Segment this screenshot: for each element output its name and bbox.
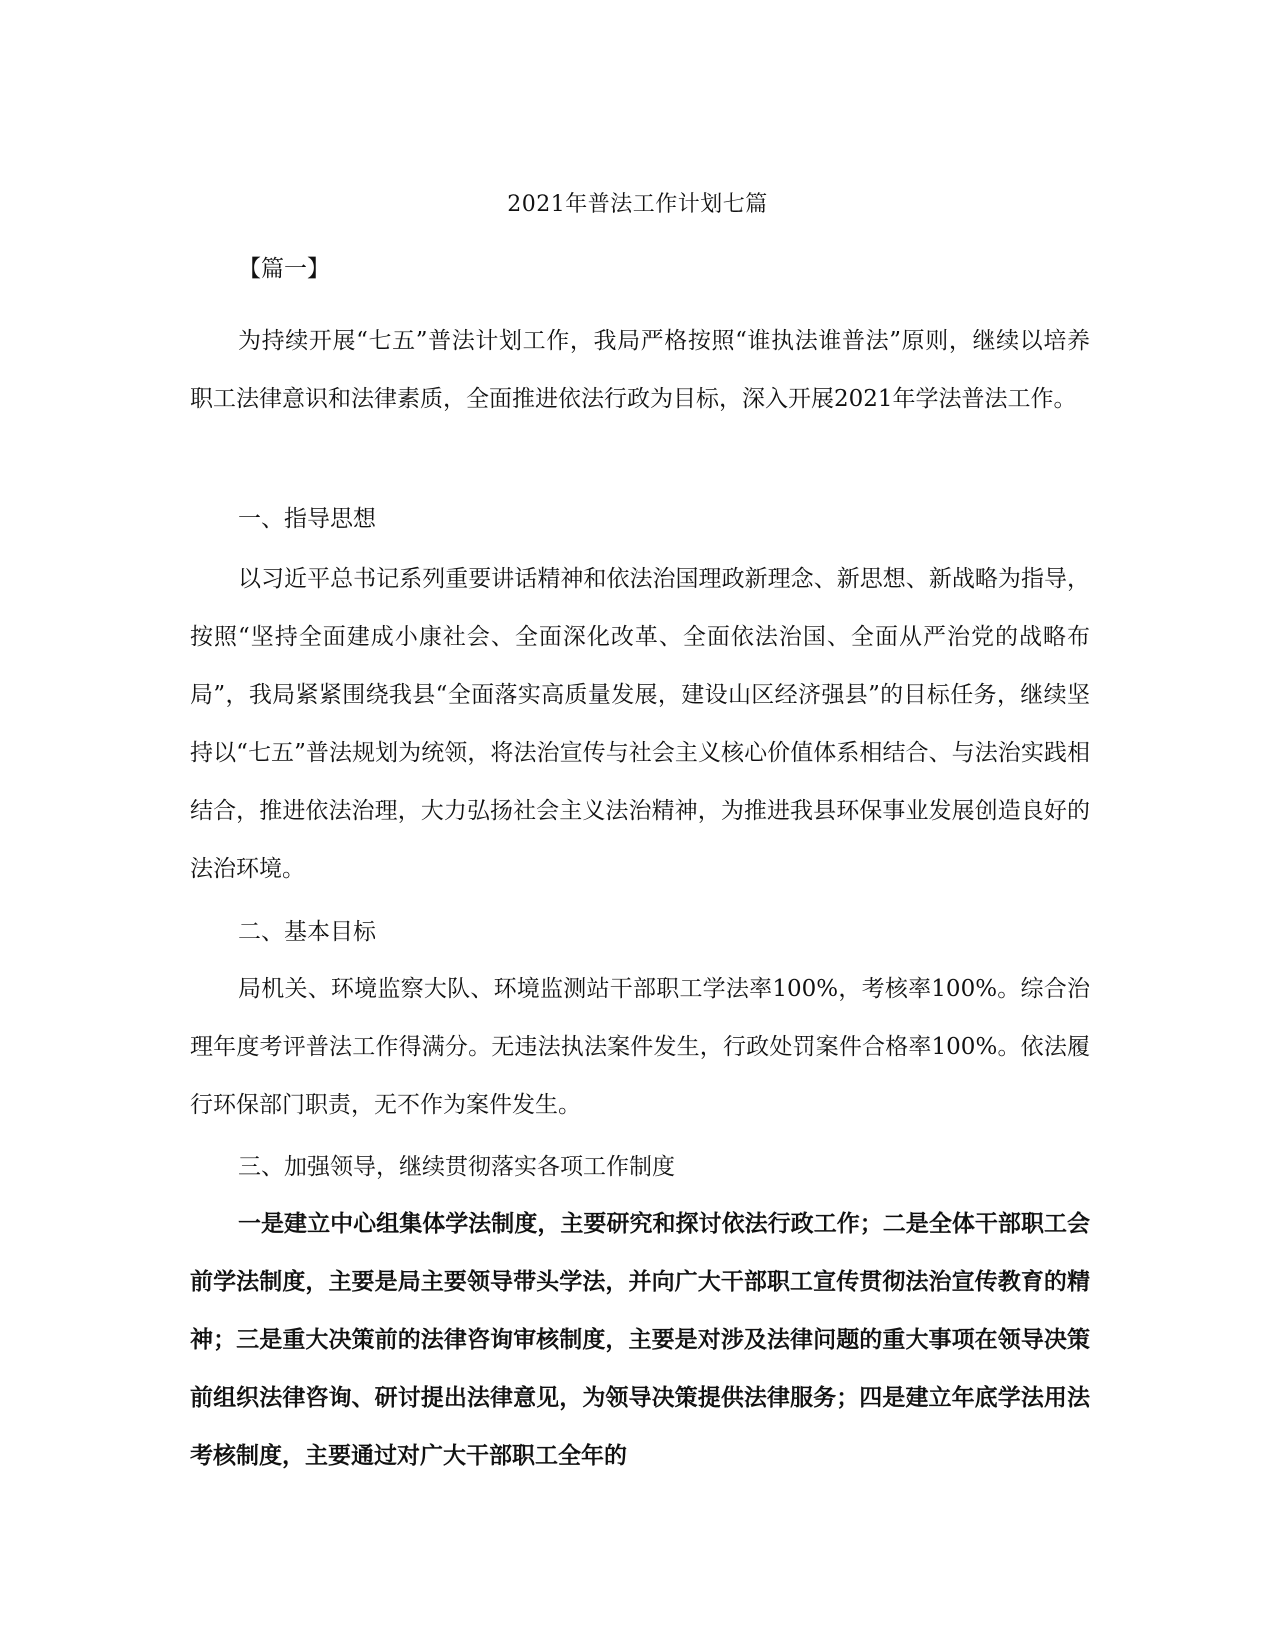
intro-paragraph: 为持续开展“七五”普法计划工作，我局严格按照“谁执法谁普法”原则，继续以培养职工法律意识和法律素质，全面推进依法行政为目标，深入开展2021年学法普法工作。 [190,328,1090,412]
basic-goals-paragraph: 局机关、环境监察大队、环境监测站干部职工学法率100%，考核率100%。综合治理年度考评普法工作得满分。无违法执法案件发生，行政处罚案件合格率100%。依法履行环保部门职责，无不作为案件发生。 [190,976,1090,1118]
document-title: 2021年普法工作计划七篇 [507,192,768,217]
heading-basic-goals: 二、基本目标 [238,919,376,945]
heading-strengthen-leadership: 三、加强领导，继续贯彻落实各项工作制度 [238,1154,675,1180]
section-label: 【篇一】 [238,256,330,282]
guiding-ideology-paragraph: 以习近平总书记系列重要讲话精神和依法治国理政新理念、新思想、新战略为指导，按照“坚持全面建成小康社会、全面深化改革、全面依法治国、全面从严治党的战略布局”，我局紧紧围绕我县“全面落实高质量发展，建设山区经济强县”的目标任务，继续坚持以“七五”普法规划为统领，将法治宣传与社会主义核心价值体系相结合、与法治实践相结合，推进依法治理，大力弘扬社会主义法治精神，为推进我县环保事业发展创造良好的法治环境。 [190,566,1090,882]
heading-guiding-ideology: 一、指导思想 [238,506,376,532]
systems-detail-paragraph: 一是建立中心组集体学法制度，主要研究和探讨依法行政工作；二是全体干部职工会前学法制度，主要是局主要领导带头学法，并向广大干部职工宣传贯彻法治宣传教育的精神；三是重大决策前的法律咨询审核制度，主要是对涉及法律问题的重大事项在领导决策前组织法律咨询、研讨提出法律意见，为领导决策提供法律服务；四是建立年底学法用法考核制度，主要通过对广大干部职工全年的 [190,1210,1090,1469]
